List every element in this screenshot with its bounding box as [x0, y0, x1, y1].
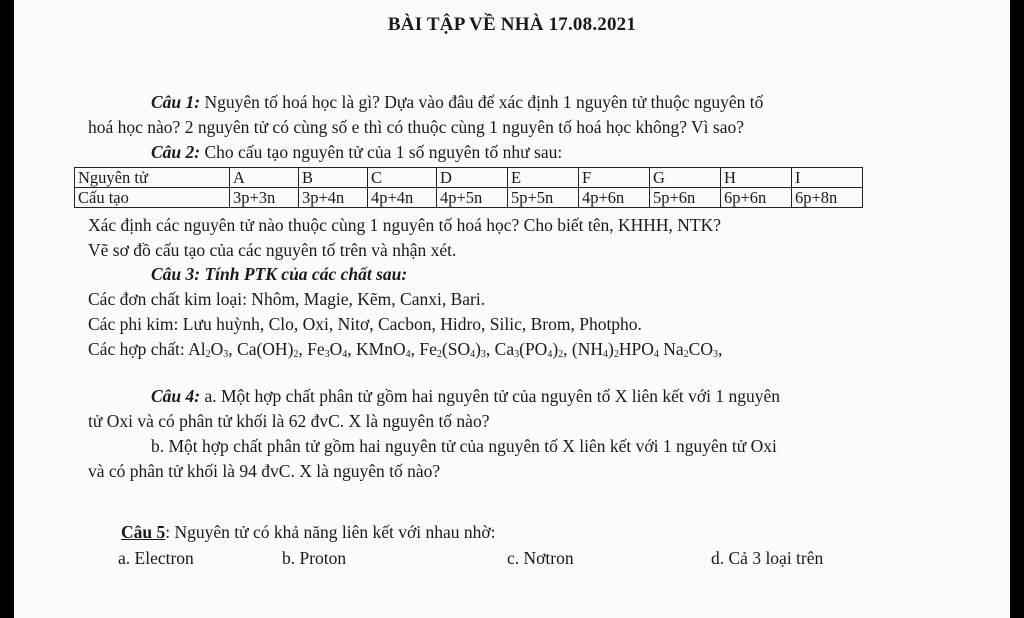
chemical-formula: KMnO$_4$ [356, 339, 411, 360]
question-3-nonmetals: Các phi kim: Lưu huỳnh, Clo, Oxi, Nitơ, Cacbon, Hidro, Silic, Brom, Photpho. [88, 314, 642, 334]
table-cell: 5p+6n [650, 188, 721, 208]
document-title: BÀI TẬP VỀ NHÀ 17.08.2021 [387, 14, 637, 35]
table-cell: 6p+6n [721, 188, 792, 208]
option-d: d. Cả 3 loại trên [711, 548, 824, 568]
table-cell: 4p+6n [579, 188, 650, 208]
chemical-formula: $Ca_3(PO_4)_2$ [494, 339, 564, 360]
table-cell: C [368, 168, 437, 188]
chemical-formula: $Fe_3O_4$ [307, 339, 348, 360]
table-cell: F [579, 168, 650, 188]
table-cell: 5p+5n [508, 188, 579, 208]
question-3-compounds: Các hợp chất: $Al_2O_3$, $Ca(OH)_2$, $Fe_3O_4$, KMnO$_4$, $Fe_2(SO_4)_3$, $Ca_3(PO_4)_2$, $(NH_4)_2HPO_4$ $Na_2CO_3$, [88, 339, 723, 360]
table-cell: 6p+8n [792, 188, 863, 208]
question-4a-line-1: Câu 4: a. Một hợp chất phân tử gồm hai nguyên tử của nguyên tố X liên kết với 1 nguyên [151, 386, 780, 406]
question-4b-line-2: và có phân tử khối là 94 đvC. X là nguyên tố nào? [88, 461, 441, 481]
option-a: a. Electron [118, 548, 194, 568]
table-cell: I [792, 168, 863, 188]
table-cell: D [437, 168, 508, 188]
table-header-atom: Nguyên tử [75, 168, 230, 188]
chemical-formula: $Fe_2(SO_4)_3$ [419, 339, 486, 360]
table-cell: B [299, 168, 368, 188]
question-1-line-1: Câu 1: Nguyên tố hoá học là gì? Dựa vào đâu để xác định 1 nguyên tử thuộc nguyên tố [151, 92, 764, 112]
table-cell: E [508, 168, 579, 188]
table-cell: H [721, 168, 792, 188]
option-b: b. Proton [282, 548, 347, 568]
question-4a-line-2: tử Oxi và có phân tử khối là 62 đvC. X là nguyên tố nào? [88, 411, 490, 431]
table-cell: 3p+3n [230, 188, 299, 208]
question-2-intro: Câu 2: Cho cấu tạo nguyên tử của 1 số nguyên tố như sau: [151, 142, 563, 162]
document-page [14, 0, 1010, 618]
question-4-label: Câu 4: [151, 386, 201, 406]
chemical-formula: $Al_2O_3$ [188, 339, 229, 360]
table-row-structure [75, 188, 863, 208]
table-cell: 4p+5n [437, 188, 508, 208]
chemical-formula: $Na_2CO_3$ [663, 339, 718, 360]
question-1-label: Câu 1: [151, 92, 201, 112]
table-cell: 3p+4n [299, 188, 368, 208]
question-5-line: Câu 5: Nguyên tử có khả năng liên kết với nhau nhờ: [121, 522, 496, 542]
table-header-structure: Cấu tạo [75, 188, 230, 208]
option-c: c. Nơtron [507, 548, 574, 568]
atom-structure-table [74, 167, 863, 208]
chemical-formula: $(NH_4)_2HPO_4$ [571, 339, 659, 360]
question-3-metals: Các đơn chất kim loại: Nhôm, Magie, Kẽm, Canxi, Bari. [88, 289, 486, 309]
chemical-formula: $Ca(OH)_2$ [237, 339, 299, 360]
question-2-label: Câu 2: [151, 142, 201, 162]
question-4b-line-1: b. Một hợp chất phân tử gồm hai nguyên tử của nguyên tố X liên kết với 1 nguyên tử Oxi [151, 436, 777, 456]
table-row-atoms [75, 168, 863, 188]
question-1-line-2: hoá học nào? 2 nguyên tử có cùng số e thì có thuộc cùng 1 nguyên tố hoá học không? Vì sao? [88, 117, 745, 137]
table-cell: G [650, 168, 721, 188]
question-2-line-1: Xác định các nguyên tử nào thuộc cùng 1 nguyên tố hoá học? Cho biết tên, KHHH, NTK? [88, 215, 721, 235]
question-3-label: Câu 3: Tính PTK của các chất sau: [151, 264, 408, 284]
question-2-line-2: Vẽ sơ đồ cấu tạo của các nguyên tố trên và nhận xét. [88, 240, 457, 260]
question-5-label: Câu 5 [121, 522, 166, 542]
table-cell: 4p+4n [368, 188, 437, 208]
table-cell: A [230, 168, 299, 188]
compound-list: $Al_2O_3$, $Ca(OH)_2$, $Fe_3O_4$, KMnO$_4$, $Fe_2(SO_4)_3$, $Ca_3(PO_4)_2$, $(NH_4)_2HPO_4$ $Na_2CO_3$, [188, 339, 723, 360]
